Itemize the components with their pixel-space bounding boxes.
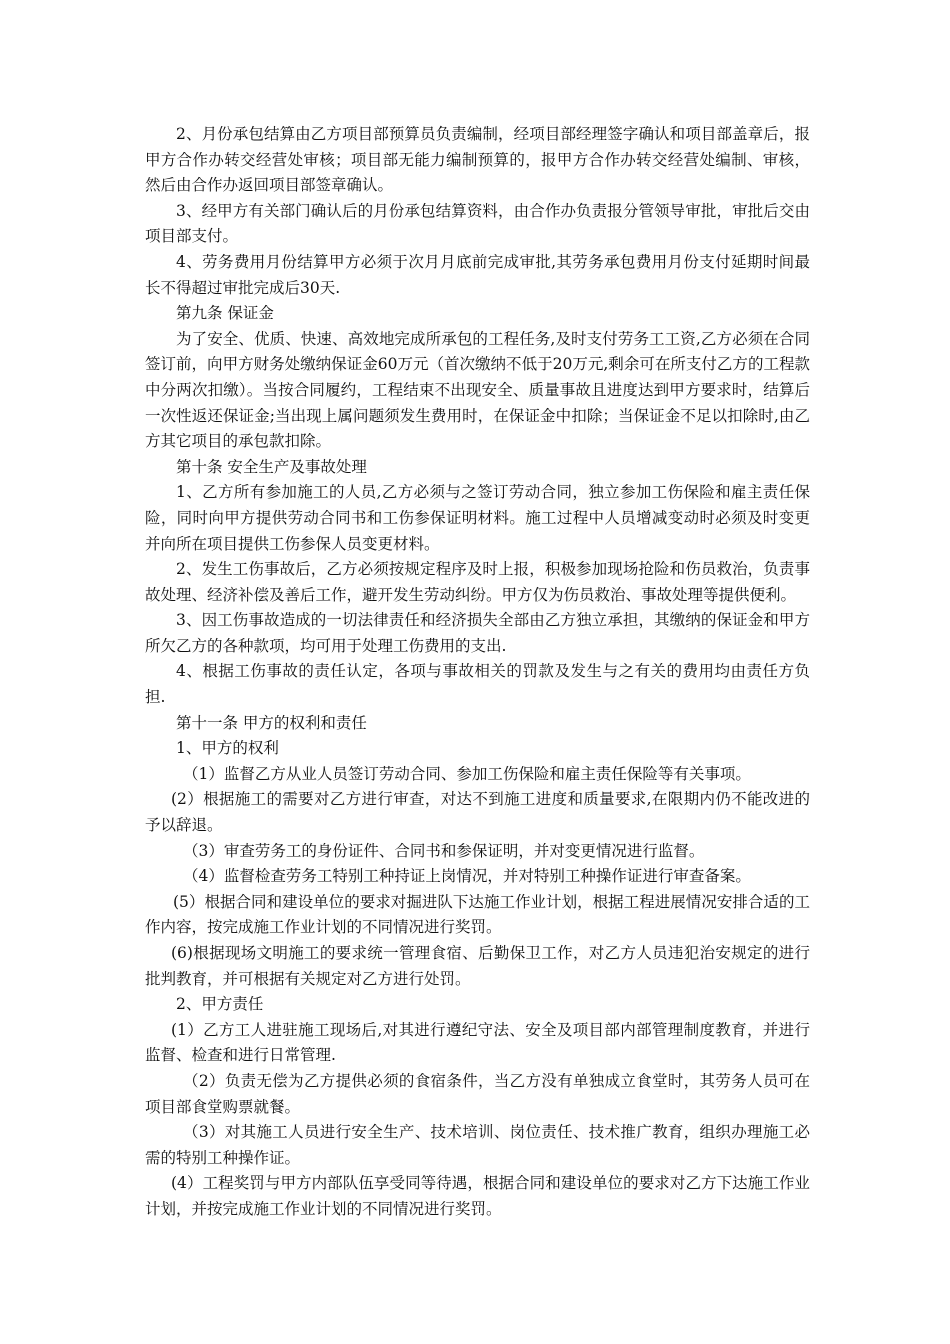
- paragraph-8-3: 3、经甲方有关部门确认后的月份承包结算资料，由合作办负责报分管领导审批，审批后交由项目部支付。: [145, 201, 810, 246]
- article-9-heading: 第九条 保证金: [176, 304, 274, 323]
- article-10-heading: 第十条 安全生产及事故处理: [176, 457, 367, 476]
- section-11-2-heading: 2、甲方责任: [176, 995, 264, 1014]
- article-11-heading: 第十一条 甲方的权利和责任: [176, 713, 367, 732]
- paragraph-9-body: 为了安全、优质、快速、高效地完成所承包的工程任务,及时支付劳务工工资,乙方必须在合同签订前，向甲方财务处缴纳保证金60万元（首次缴纳不低于20万元,剩余可在所支付乙方的工程款中分两次扣缴）。当按合同履约，工程结束不出现安全、质量事故且进度达到甲方要求时，结算后一次性返还保证金;当出现上属问题须发生费用时，在保证金中扣除；当保证金不足以扣除时,由乙方其它项目的承包款扣除。: [145, 329, 810, 451]
- paragraph-8-4: 4、劳务费用月份结算甲方必须于次月月底前完成审批,其劳务承包费用月份支付延期时间最长不得超过审批完成后30天.: [145, 252, 810, 297]
- paragraph-10-1: 1、乙方所有参加施工的人员,乙方必须与之签订劳动合同，独立参加工伤保险和雇主责任保险，同时向甲方提供劳动合同书和工伤参保证明材料。施工过程中人员增减变动时必须及时变更并向所在项目提供工伤参保人员变更材料。: [145, 483, 810, 553]
- section-11-1-heading: 1、甲方的权利: [176, 739, 279, 758]
- document-body: [145, 122, 810, 1223]
- rights-item-2: (2）根据施工的需要对乙方进行审查，对达不到施工进度和质量要求,在限期内仍不能改进的予以辞退。: [145, 790, 810, 835]
- duties-item-4: (4）工程奖罚与甲方内部队伍享受同等待遇，根据合同和建设单位的要求对乙方下达施工作业计划，并按完成施工作业计划的不同情况进行奖罚。: [145, 1174, 810, 1218]
- paragraph-10-2: 2、发生工伤事故后，乙方必须按规定程序及时上报，积极参加现场抢险和伤员救治，负责事故处理、经济补偿及善后工作，避开发生劳动纠纷。甲方仅为伤员救治、事故处理等提供便利。: [145, 560, 810, 604]
- paragraph-10-3: 3、因工伤事故造成的一切法律责任和经济损失全部由乙方独立承担，其缴纳的保证金和甲方所欠乙方的各种款项，均可用于处理工伤费用的支出.: [145, 611, 810, 655]
- duties-item-3: （3）对其施工人员进行安全生产、技术培训、岗位责任、技术推广教育，组织办理施工必需的特别工种操作证。: [145, 1123, 810, 1167]
- rights-item-4: （4）监督检查劳务工特别工种持证上岗情况，并对特别工种操作证进行审查备案。: [183, 867, 751, 886]
- rights-item-3: （3）审查劳务工的身份证件、合同书和参保证明，并对变更情况进行监督。: [183, 841, 705, 860]
- rights-item-6: (6)根据现场文明施工的要求统一管理食宿、后勤保卫工作，对乙方人员违犯治安规定的进行批判教育，并可根据有关规定对乙方进行处罚。: [145, 944, 810, 988]
- duties-item-1: (1）乙方工人进驻施工现场后,对其进行遵纪守法、安全及项目部内部管理制度教育，并进行监督、检查和进行日常管理.: [145, 1020, 810, 1065]
- rights-item-1: （1）监督乙方从业人员签订劳动合同、参加工伤保险和雇主责任保险等有关事项。: [183, 764, 751, 783]
- rights-item-5: (5）根据合同和建设单位的要求对掘进队下达施工作业计划，根据工程进展情况安排合适的工作内容，按完成施工作业计划的不同情况进行奖罚。: [145, 892, 810, 937]
- duties-item-2: （2）负责无偿为乙方提供必须的食宿条件，当乙方没有单独成立食堂时，其劳务人员可在项目部食堂购票就餐。: [145, 1071, 810, 1116]
- paragraph-8-2: 2、月份承包结算由乙方项目部预算员负责编制，经项目部经理签字确认和项目部盖章后，报甲方合作办转交经营处审核；项目部无能力编制预算的，报甲方合作办转交经营处编制、审核，然后由合作办返回项目部签章确认。: [145, 125, 810, 195]
- paragraph-10-4: 4、根据工伤事故的责任认定，各项与事故相关的罚款及发生与之有关的费用均由责任方负担.: [145, 662, 810, 707]
